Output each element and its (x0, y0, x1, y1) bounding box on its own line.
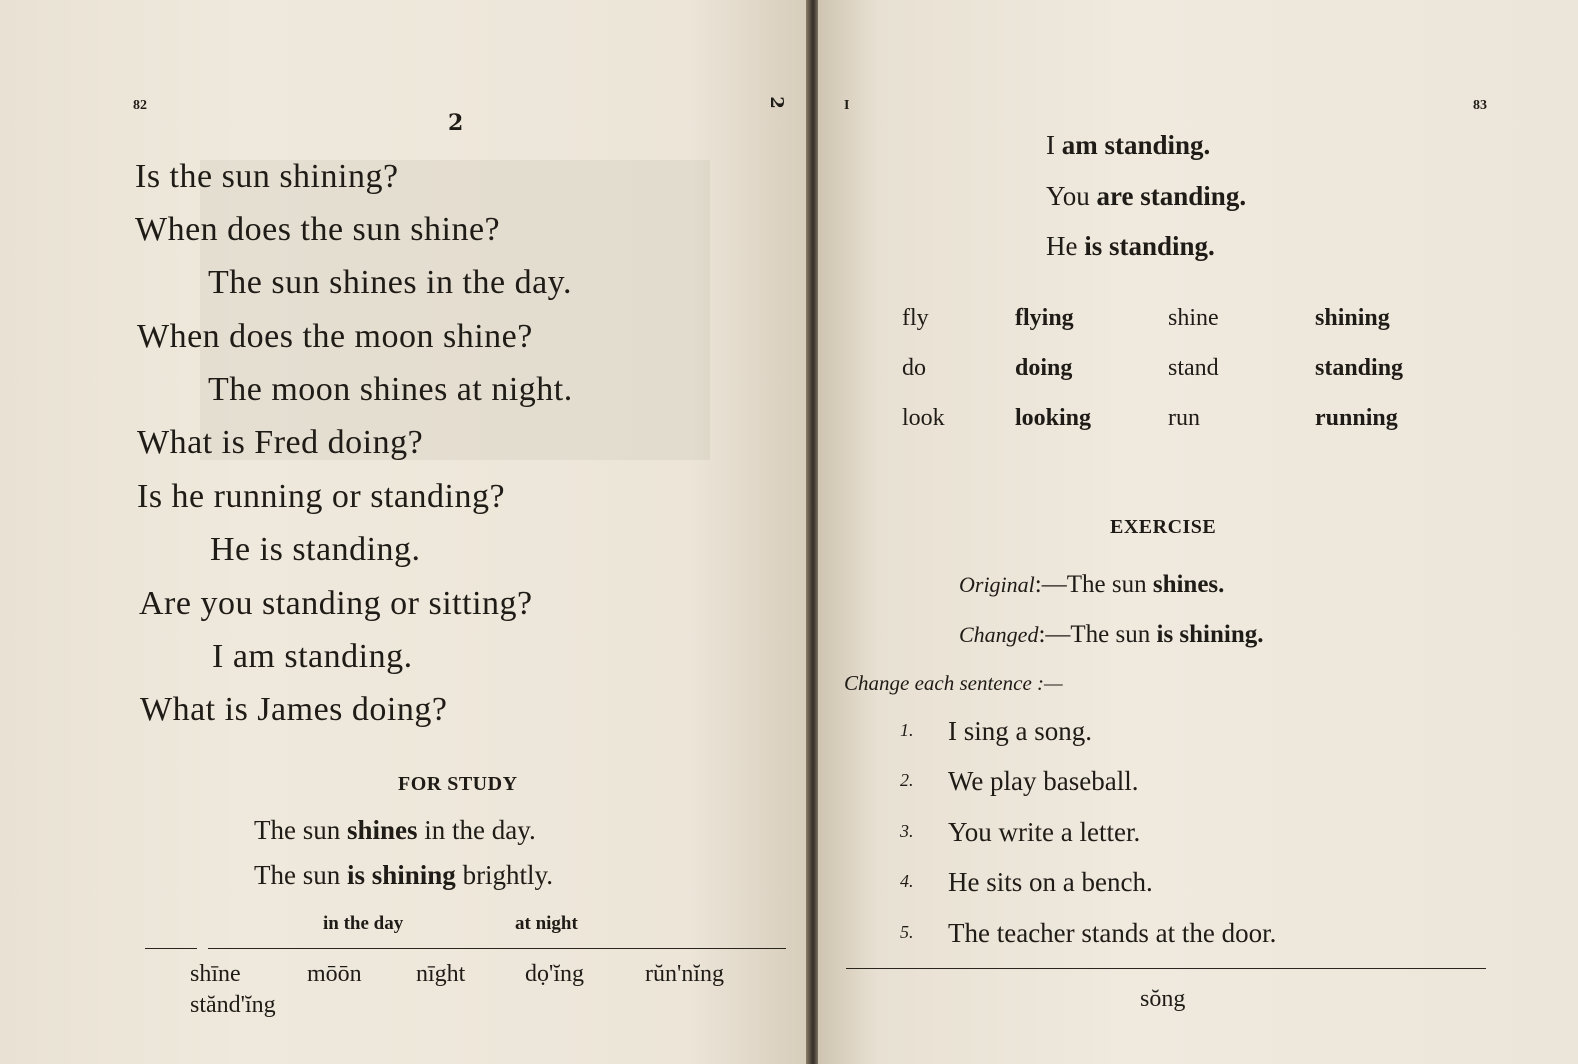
exercise-number: 5. (900, 922, 914, 942)
original-line: Original:—The sun shines. (959, 571, 1225, 598)
word-ing: shining (1315, 305, 1390, 331)
stand-line: You are standing. (1046, 181, 1247, 211)
word-base: fly (902, 305, 929, 331)
right-page (818, 0, 1578, 1064)
exercise-number: 1. (900, 720, 914, 740)
exercise-number: 3. (900, 821, 914, 841)
word-ing: doing (1015, 355, 1073, 381)
instruction: Change each sentence :— (844, 671, 1063, 695)
exercise-sentence: We play baseball. (948, 766, 1139, 796)
exercise-heading: EXERCISE (1110, 516, 1217, 538)
stand-line: He is standing. (1046, 231, 1215, 261)
word-ing: standing (1315, 355, 1404, 381)
phrase-in-the-day: in the day (323, 913, 404, 934)
word-base: stand (1168, 355, 1219, 381)
pronunciation-word: sŏng (1140, 986, 1186, 1012)
page-number: 83 (1473, 98, 1487, 113)
word-ing: running (1315, 405, 1398, 431)
exercise-sentence: He sits on a bench. (948, 867, 1153, 897)
pronunciation-word: shīne (190, 961, 241, 987)
pronunciation-word: stănd'ĭng (190, 992, 276, 1018)
pronunciation-word: dọ'ĭng (525, 961, 584, 987)
exercise-sentence: I sing a song. (948, 716, 1092, 746)
word-ing: flying (1015, 305, 1074, 331)
text-line: The sun shines in the day. (208, 264, 572, 301)
word-base: do (902, 355, 926, 381)
exercise-sentence: The teacher stands at the door. (948, 918, 1277, 948)
word-base: look (902, 405, 945, 431)
text-line: He is standing. (210, 531, 421, 568)
word-base: run (1168, 405, 1200, 431)
pronunciation-word: nīght (416, 961, 466, 987)
changed-line: Changed:—The sun is shining. (959, 621, 1264, 648)
text-line: What is Fred doing? (137, 424, 424, 461)
page-number: 82 (133, 98, 147, 113)
exercise-sentence: You write a letter. (948, 817, 1141, 847)
pronunciation-word: mōōn (307, 961, 362, 987)
text-line: The moon shines at night. (208, 371, 573, 408)
word-base: shine (1168, 305, 1219, 331)
corner-mark: 2 (765, 96, 787, 109)
corner-mark: I (844, 98, 850, 113)
text-line: Is the sun shining? (135, 158, 399, 195)
signature-mark: 2 (448, 110, 464, 136)
study-line-2: The sun is shining brightly. (254, 860, 554, 890)
stand-line: I am standing. (1046, 130, 1211, 160)
divider (208, 948, 786, 949)
exercise-number: 4. (900, 871, 914, 891)
bleed-through-illustration (200, 160, 710, 460)
divider (846, 968, 1486, 969)
divider-short (145, 948, 197, 949)
study-line-1: The sun shines in the day. (254, 815, 536, 845)
text-line: What is James doing? (140, 691, 448, 728)
text-line: When does the moon shine? (137, 318, 533, 355)
study-heading: FOR STUDY (398, 773, 518, 795)
exercise-number: 2. (900, 770, 914, 790)
text-line: When does the sun shine? (135, 211, 501, 248)
text-line: Is he running or standing? (137, 478, 506, 515)
text-line: I am standing. (212, 638, 413, 675)
word-ing: looking (1015, 405, 1092, 431)
pronunciation-word: rŭn'nĭng (645, 961, 724, 987)
phrase-at-night: at night (515, 913, 578, 934)
text-line: Are you standing or sitting? (139, 585, 533, 622)
